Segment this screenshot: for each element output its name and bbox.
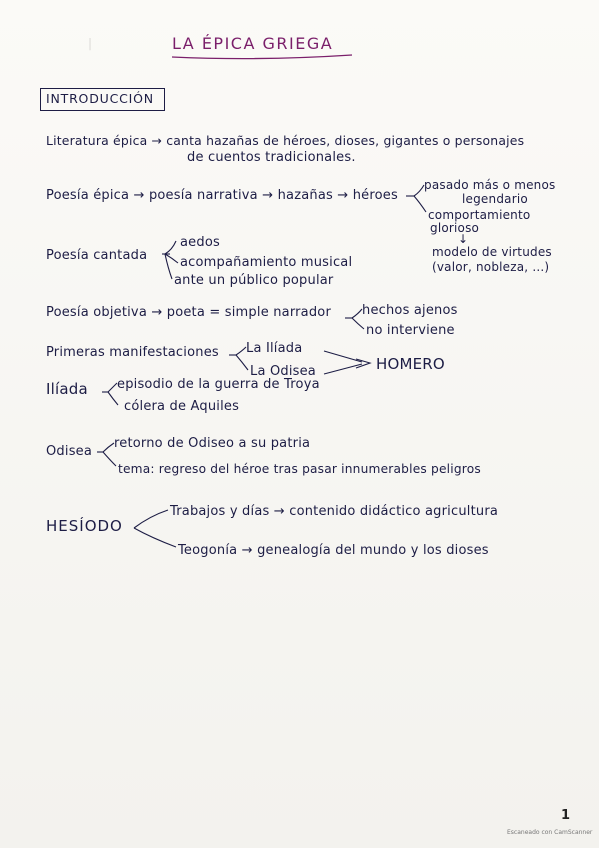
cantada-item-acompanamiento: acompañamiento musical	[180, 255, 353, 270]
cantada-item-aedos: aedos	[180, 235, 220, 250]
objetiva-item-hechos: hechos ajenos	[362, 303, 458, 318]
epica-branch-2b: glorioso	[430, 221, 480, 235]
hesiodo-item-trabajos: Trabajos y días → contenido didáctico agricultura	[170, 504, 499, 519]
page-title: LA ÉPICA GRIEGA	[172, 34, 334, 53]
epica-branch-1a: pasado más o menos	[424, 178, 556, 192]
bleed-through-text: |	[88, 36, 93, 50]
objetiva-item-interviene: no interviene	[366, 323, 455, 338]
odisea-item-tema: tema: regreso del héroe tras pasar innumerables peligros	[118, 462, 481, 476]
cantada-item-publico: ante un público popular	[174, 273, 334, 288]
odisea-item-retorno: retorno de Odiseo a su patria	[114, 436, 311, 451]
literatura-line-1: Literatura épica → canta hazañas de héroes, dioses, gigantes o personajes	[46, 133, 525, 148]
iliada-item-colera: cólera de Aquiles	[124, 399, 240, 414]
epica-branch-2a: comportamiento	[428, 208, 531, 222]
hesiodo-label: HESÍODO	[46, 517, 123, 535]
primeras-item-odisea: La Odisea	[250, 364, 316, 379]
primeras-item-iliada: La Ilíada	[246, 341, 303, 356]
iliada-item-episodio: episodio de la guerra de Troya	[117, 377, 320, 392]
primeras-label: Primeras manifestaciones	[46, 345, 219, 360]
modelo-virtudes: modelo de virtudes	[432, 245, 552, 259]
page-number: 1	[561, 808, 571, 823]
down-arrow-icon: ↓	[458, 232, 469, 246]
homero-label: HOMERO	[376, 355, 445, 373]
epica-branch-1b: legendario	[462, 192, 528, 206]
section-heading: INTRODUCCIÓN	[46, 91, 154, 106]
iliada-label: Ilíada	[46, 380, 88, 398]
literatura-line-2: de cuentos tradicionales.	[187, 150, 356, 165]
odisea-label: Odisea	[46, 444, 93, 459]
hesiodo-item-teogonia: Teogonía → genealogía del mundo y los dioses	[178, 543, 489, 558]
poesia-objetiva-line: Poesía objetiva → poeta = simple narrador	[46, 305, 332, 320]
poesia-epica-line: Poesía épica → poesía narrativa → hazañas → héroes	[46, 188, 398, 203]
poesia-cantada-label: Poesía cantada	[46, 248, 148, 263]
valor-nobleza: (valor, nobleza, ...)	[432, 260, 550, 274]
scanner-watermark: Escaneado con CamScanner	[507, 829, 593, 836]
